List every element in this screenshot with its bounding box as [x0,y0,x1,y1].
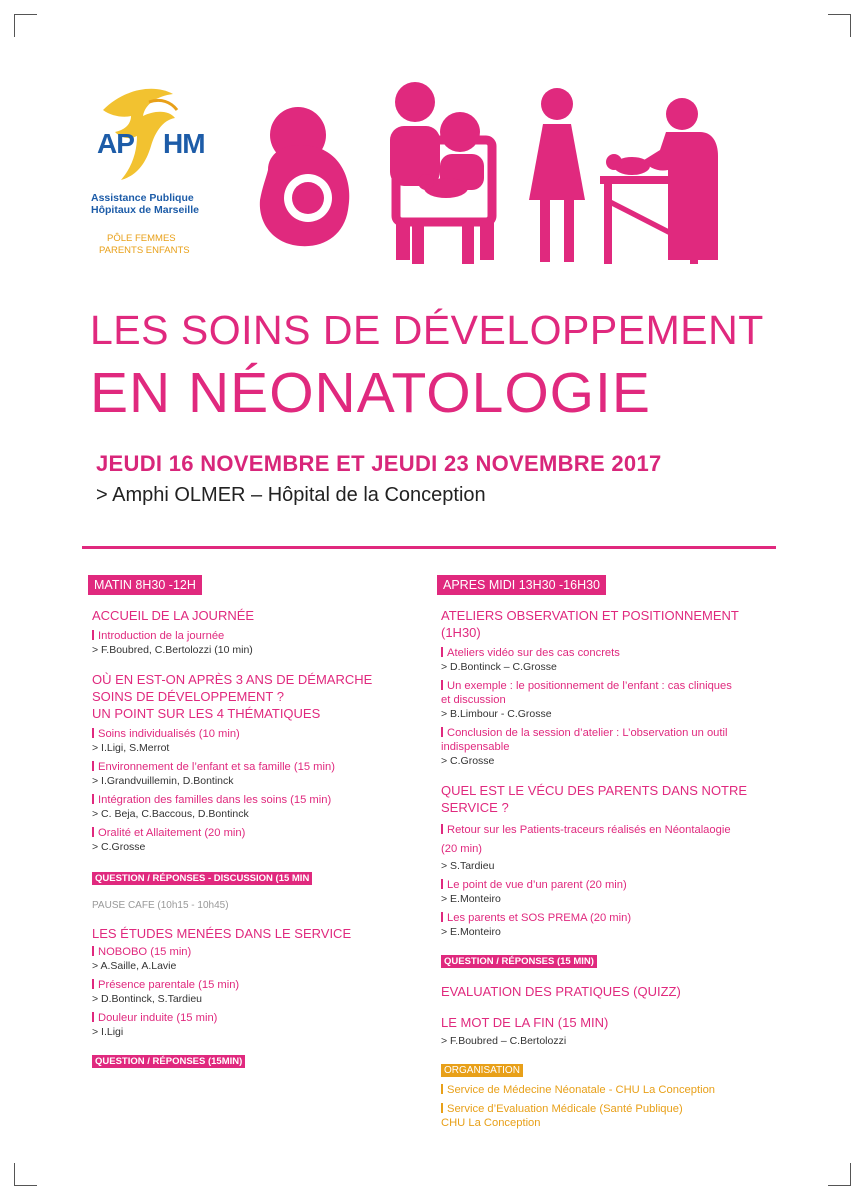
agenda-item: NOBOBO (15 min) [92,945,388,959]
agenda-item: Soins individualisés (10 min) [92,727,388,741]
afternoon-column [437,575,777,1130]
section-title: OÙ EN EST-ON APRÈS 3 ANS DE DÉMARCHE SOINS DE DÉVELOPPEMENT ? UN POINT SUR LES 4 THÉMATIQUES [92,672,373,721]
agenda-item: Présence parentale (15 min) [92,978,388,992]
speaker: > I.Ligi, S.Merrot [92,742,170,754]
morning-header: MATIN 8H30 -12H [88,575,202,595]
bullet-bar [92,728,94,738]
divider [82,546,776,549]
agenda-item: Introduction de la journée [92,629,388,643]
aphm-logo [85,80,235,265]
title-line2: EN NÉONATOLOGIE [90,361,651,425]
speaker: > I.Ligi [92,1026,124,1038]
bullet-bar [92,630,94,640]
speaker: > C.Grosse [441,755,495,767]
bullet-bar [441,680,443,690]
qa-badge: QUESTION / RÉPONSES (15 MIN) [441,955,597,968]
parents-incubator-icon [390,82,494,264]
logo-pole2: PARENTS ENFANTS [99,245,190,256]
crop-mark-bottom-left [14,1163,37,1186]
bullet-bar [92,794,94,804]
agenda-item: Retour sur les Patients-traceurs réalisés en Néontalaogie (20 min) [441,824,731,855]
agenda-item: Conclusion de la session d’atelier : L’observation un outil indispensable [441,727,728,753]
bullet-bar [92,946,94,956]
logo-line2: Hôpitaux de Marseille [91,204,199,216]
event-venue: > Amphi OLMER – Hôpital de la Conception [96,484,486,506]
speaker: > E.Monteiro [441,893,501,905]
logo-line1: Assistance Publique [91,192,194,204]
mother-nurse-baby-icon [529,88,718,264]
section-title: LE MOT DE LA FIN (15 MIN) [441,1015,609,1030]
speaker: > S.Tardieu [441,860,495,872]
speaker: > C. Beja, C.Baccous, D.Bontinck [92,808,249,820]
bullet-bar [441,727,443,737]
organisation-header: ORGANISATION [441,1064,523,1077]
bullet-bar [441,647,443,657]
bullet-bar [92,827,94,837]
agenda-item: Douleur induite (15 min) [92,1011,388,1025]
section-title: ATELIERS OBSERVATION ET POSITIONNEMENT (1H30) [441,608,739,640]
logo-hm: HM [163,128,205,159]
bullet-bar [441,1103,443,1113]
speaker: > B.Limbour - C.Grosse [441,708,552,720]
speaker: > D.Bontinck, S.Tardieu [92,993,203,1005]
agenda-item: Un exemple : le positionnement de l’enfant : cas cliniques et discussion [441,680,732,706]
agenda-item: Environnement de l’enfant et sa famille (15 min) [92,760,388,774]
coffee-break: PAUSE CAFE (10h15 - 10h45) [92,900,229,911]
breastfeeding-mother-icon [260,107,350,246]
qa-badge: QUESTION / RÉPONSES (15MIN) [92,1055,245,1068]
speaker: > C.Grosse [92,841,146,853]
agenda-item: Les parents et SOS PREMA (20 min) [441,911,777,925]
crop-mark-top-left [14,14,37,37]
organisation-item: Service de Médecine Néonatale - CHU La Conception [441,1083,777,1097]
logo-pole1: PÔLE FEMMES [107,233,176,244]
section-title: ACCUEIL DE LA JOURNÉE [92,608,255,623]
bullet-bar [441,912,443,922]
crop-mark-top-right [828,14,851,37]
logo-ap: AP [97,128,134,159]
bullet-bar [441,824,443,834]
bullet-bar [92,1012,94,1022]
agenda-item: Intégration des familles dans les soins (15 min) [92,793,388,807]
agenda-item: Ateliers vidéo sur des cas concrets [441,646,777,660]
section-title: LES ÉTUDES MENÉES DANS LE SERVICE [92,926,352,941]
speaker: > E.Monteiro [441,926,501,938]
bullet-bar [92,979,94,989]
section-title: QUEL EST LE VÉCU DES PARENTS DANS NOTRE SERVICE ? [441,783,748,815]
speaker: > I.Grandvuillemin, D.Bontinck [92,775,234,787]
bullet-bar [441,879,443,889]
speaker: > A.Saille, A.Lavie [92,960,177,972]
agenda-item: Oralité et Allaitement (20 min) [92,826,388,840]
speaker: > D.Bontinck – C.Grosse [441,661,557,673]
family-care-illustration [250,80,770,270]
title-line1: LES SOINS DE DÉVELOPPEMENT [90,307,764,353]
speaker: > F.Boubred – C.Bertolozzi [441,1035,567,1047]
crop-mark-bottom-right [828,1163,851,1186]
qa-badge: QUESTION / RÉPONSES - DISCUSSION (15 MIN [92,872,312,885]
event-date: JEUDI 16 NOVEMBRE ET JEUDI 23 NOVEMBRE 2017 [96,451,662,476]
speaker: > F.Boubred, C.Bertolozzi (10 min) [92,644,253,656]
bullet-bar [92,761,94,771]
bullet-bar [441,1084,443,1094]
morning-column [88,575,388,1069]
agenda-item: Le point de vue d’un parent (20 min) [441,878,777,892]
organisation-item: Service d’Evaluation Médicale (Santé Publique) CHU La Conception [441,1103,683,1129]
section-title: EVALUATION DES PRATIQUES (QUIZZ) [441,984,681,999]
afternoon-header: APRES MIDI 13H30 -16H30 [437,575,606,595]
